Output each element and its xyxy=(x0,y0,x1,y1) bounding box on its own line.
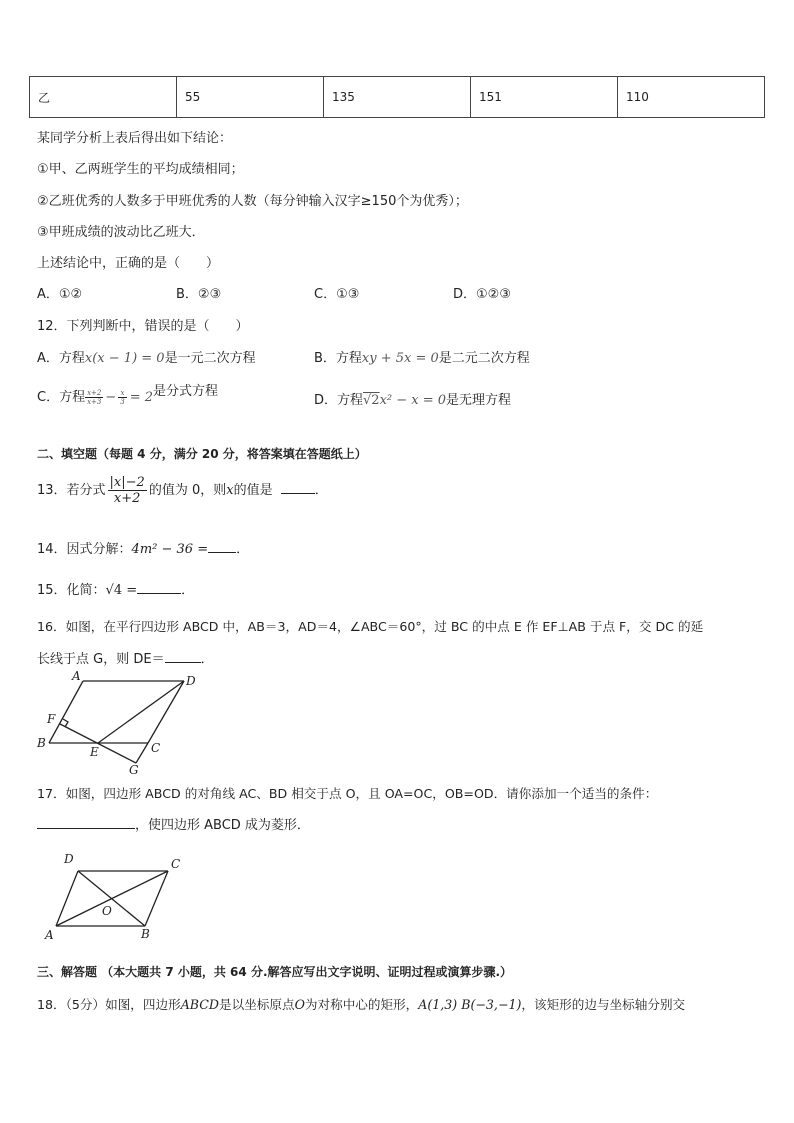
q12-c-frac1 xyxy=(85,389,103,406)
q18-mid2: 为对称中心的矩形， xyxy=(304,997,419,1012)
table-cell: 55 xyxy=(177,77,324,118)
q12-a-suffix: 是一元二次方程 xyxy=(164,351,256,366)
table-cell: 乙 xyxy=(30,77,177,118)
label-c: C xyxy=(151,741,161,755)
label-f: F xyxy=(47,712,56,726)
label-d: D xyxy=(64,852,74,866)
q12-c-suffix: 是分式方程 xyxy=(153,384,219,399)
q12-d-prefix: D．方程 xyxy=(314,393,364,408)
q12-option-d xyxy=(314,389,511,408)
frac-denominator: x+3 xyxy=(87,398,102,406)
label-b: B xyxy=(37,736,46,750)
conclusion-1: ①甲、乙两班学生的平均成绩相同； xyxy=(37,162,244,177)
label-b: B xyxy=(141,927,150,941)
answer-blank[interactable] xyxy=(165,650,201,663)
label-d: D xyxy=(186,674,196,688)
segment-ad xyxy=(56,871,78,926)
option-b: B．②③ xyxy=(176,287,222,302)
answer-blank[interactable] xyxy=(281,481,315,494)
q18-abcd: ABCD xyxy=(180,997,220,1012)
q14-end: ． xyxy=(236,542,250,557)
q13-fraction xyxy=(108,475,147,506)
q13-end: ． xyxy=(314,483,328,498)
q18-mid1: 是以坐标原点 xyxy=(219,997,295,1012)
label-c: C xyxy=(171,857,181,871)
q16-end: ． xyxy=(200,652,214,667)
answer-blank[interactable] xyxy=(208,540,236,553)
frac-numerator: x xyxy=(118,389,126,398)
q18-o: O xyxy=(294,997,305,1012)
q18-prefix: 18．（5分）如图，四边形 xyxy=(37,997,181,1012)
option-c: C．①③ xyxy=(314,287,360,302)
frac-numerator: |x|−2 xyxy=(109,475,145,490)
q17-line1: 17．如图，四边形 ABCD 的对角线 AC、BD 相交于点 O，且 OA=OC，OB=OD．请你添加一个适当的条件： xyxy=(37,786,658,801)
q16-line1: 16．如图，在平行四边形 ABCD 中，AB＝3，AD＝4，∠ABC＝60°，过 BC 的中点 E 作 EF⊥AB 于点 F，交 DC 的延 xyxy=(37,619,704,634)
q12-option-a xyxy=(37,347,256,366)
q12-c-frac2 xyxy=(118,389,126,406)
q12-d-math: x² − x = 0 xyxy=(379,393,447,408)
q12-option-c xyxy=(37,386,218,406)
q12-d-suffix: 是无理方程 xyxy=(446,393,512,408)
table-cell: 135 xyxy=(324,77,471,118)
table-cell: 110 xyxy=(618,77,765,118)
q15-prefix: 15．化简： xyxy=(37,583,106,598)
q13-var: x xyxy=(226,483,234,498)
label-e: E xyxy=(90,745,99,759)
q16-line2-text: 长线于点 G，则 DE＝ xyxy=(37,652,165,667)
segment-cg xyxy=(136,743,148,763)
q12-c-minus: − xyxy=(105,390,117,405)
q12-b-suffix: 是二元二次方程 xyxy=(438,351,530,366)
frac-numerator: x+2 xyxy=(87,389,102,397)
answer-blank[interactable] xyxy=(37,816,135,829)
section2-title: 二、填空题（每题 4 分，满分 20 分，将答案填在答题纸上） xyxy=(37,447,367,461)
q13 xyxy=(37,475,328,506)
section3-title: 三、解答题 （本大题共 7 小题，共 64 分.解答应写出文字说明、证明过程或演算步骤.） xyxy=(37,965,513,979)
table-cell: 151 xyxy=(471,77,618,118)
segment-de xyxy=(98,681,184,743)
label-a: A xyxy=(72,669,81,683)
analysis-question: 上述结论中，正确的是（ ） xyxy=(37,256,220,271)
q12-a-math: x(x − 1) = 0 xyxy=(84,351,165,366)
q18 xyxy=(37,994,685,1013)
q17-line2-text: ，使四边形 ABCD 成为菱形． xyxy=(135,818,310,833)
conclusion-3: ③甲班成绩的波动比乙班大． xyxy=(37,225,205,240)
segment-dc xyxy=(148,681,184,743)
q14 xyxy=(37,538,249,557)
q13-middle: 的值为 0，则 xyxy=(148,483,227,498)
q12-d-root: √2 xyxy=(363,393,380,408)
q14-expr: 4m² − 36 = xyxy=(131,542,209,557)
q12-option-b xyxy=(314,347,530,366)
q12-stem: 12．下列判断中，错误的是（ ） xyxy=(37,319,249,334)
label-g: G xyxy=(129,763,139,777)
label-a: A xyxy=(45,928,54,942)
q13-prefix: 13．若分式 xyxy=(37,483,106,498)
frac-denominator: x+2 xyxy=(113,491,141,506)
frac-denominator: 3 xyxy=(120,398,125,406)
q12-b-prefix: B．方程 xyxy=(314,351,362,366)
q14-prefix: 14．因式分解： xyxy=(37,542,132,557)
q15-expr: √4 = xyxy=(105,583,138,598)
option-a: A．①② xyxy=(37,287,83,302)
q12-c-prefix: C．方程 xyxy=(37,390,86,405)
q17-figure xyxy=(40,846,190,946)
segment-bc xyxy=(145,871,168,926)
q18-suffix: ，该矩形的边与坐标轴分别交 xyxy=(521,997,686,1012)
q17-line2 xyxy=(37,814,310,833)
q12-a-prefix: A．方程 xyxy=(37,351,85,366)
score-table xyxy=(29,76,765,118)
answer-blank[interactable] xyxy=(137,581,181,594)
table-row xyxy=(30,77,765,118)
q15-end: ． xyxy=(181,583,195,598)
option-d: D．①②③ xyxy=(453,287,511,302)
q15 xyxy=(37,579,194,598)
label-o: O xyxy=(102,904,112,918)
analysis-intro: 某同学分析上表后得出如下结论： xyxy=(37,131,233,146)
q12-c-eq: = 2 xyxy=(129,390,154,405)
q16-figure xyxy=(32,665,202,777)
q18-coords: A(1,3) B(−3,−1) xyxy=(418,997,522,1012)
conclusion-2: ②乙班优秀的人数多于甲班优秀的人数（每分钟输入汉字≥150个为优秀）； xyxy=(37,194,468,209)
q12-b-math: xy + 5x = 0 xyxy=(361,351,439,366)
q13-suffix: 的值是 xyxy=(233,483,273,498)
